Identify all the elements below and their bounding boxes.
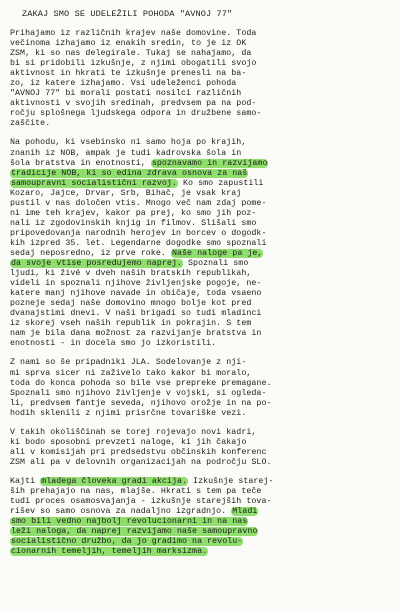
- text-line: [10, 169, 390, 179]
- text-line: [10, 138, 390, 148]
- text-segment: znanih iz NOB, ampak je tudi kadrovska šola in: [10, 148, 242, 158]
- text-segment: pustil v nas določen vtis. Mnogo več nam zdaj pome-: [10, 198, 267, 208]
- text-segment: Kajti: [10, 476, 41, 486]
- text-segment: videli in spoznali njihove življenjske pogoje, ne-: [10, 279, 262, 289]
- paragraph: [10, 138, 390, 349]
- text-line: [10, 527, 390, 537]
- text-line: [10, 477, 390, 487]
- text-line: [10, 399, 390, 409]
- text-line: [10, 358, 390, 368]
- text-line: [10, 99, 390, 109]
- text-line: [10, 389, 390, 399]
- paragraph: [10, 358, 390, 418]
- highlighted-text: cionarnih temeljih, temeljih marksizma.: [11, 547, 208, 557]
- text-line: [10, 487, 390, 497]
- text-segment: tudi proces osamosvajanja - izkušnje starejših tova-: [10, 497, 272, 507]
- text-segment: bi si pridobili izkušnje, z njimi obogatili svojo: [10, 59, 257, 69]
- text-line: [10, 438, 390, 448]
- text-line: [10, 49, 390, 59]
- highlighted-text: Mladi: [232, 507, 258, 517]
- text-line: [10, 229, 390, 239]
- text-line: [10, 219, 390, 229]
- text-line: [10, 369, 390, 379]
- text-line: [10, 179, 390, 189]
- text-segment: ših prehajajo na nas, mlajše. Hkrati s tem pa teče: [10, 486, 262, 496]
- text-line: [10, 497, 390, 507]
- text-line: [10, 448, 390, 458]
- text-line: [10, 319, 390, 329]
- text-segment: šola bratstva in enotnosti,: [10, 158, 151, 168]
- text-line: [10, 39, 390, 49]
- text-line: [10, 537, 390, 547]
- text-segment: sedaj neposredno, iz prve roke.: [10, 248, 171, 258]
- text-segment: pozneje sedaj naše domovino mnogo bolje kot pred: [10, 299, 252, 309]
- text-segment: aktivnosti v svojih sredinah, predvsem pa na pod-: [10, 99, 257, 109]
- text-segment: nali iz zgodovinskih knjig in filmov. Slišali smo: [10, 218, 257, 228]
- text-segment: ročju splošnega ljudskega odpora in družbene samo-: [10, 109, 262, 119]
- text-line: [10, 379, 390, 389]
- text-line: [10, 69, 390, 79]
- highlighted-text: smo bili vedno najbolj revolucionarni in na nas: [11, 517, 248, 527]
- text-line: [10, 119, 390, 129]
- text-segment: pripovedovanja narodnih herojev in borcev o dogodk-: [10, 228, 267, 238]
- text-line: [10, 59, 390, 69]
- text-segment: Spoznali smo: [182, 259, 249, 269]
- text-segment: zaščite.: [10, 119, 51, 129]
- text-line: [10, 309, 390, 319]
- highlighted-text: tradicije NOB, ki so edina zdrava osnova za naš: [11, 168, 248, 178]
- text-segment: Kozaro, Jajce, Drvar, Srb, Bihač, je vsak kraj: [10, 188, 242, 198]
- text-segment: ljudi, ki živé v dveh naših bratskih republikah,: [10, 269, 252, 279]
- text-segment: večinoma izhajamo iz enakih sredin, to je iz OK: [10, 39, 247, 49]
- highlighted-text: samoupravni socialistični razvoj.: [11, 178, 177, 188]
- text-line: [10, 259, 390, 269]
- text-segment: toda do konca pohoda so bile vse prepreke premagane.: [10, 378, 272, 388]
- text-segment: ZSM, ki so nas delegirale. Tukaj se nahajamo, da: [10, 49, 252, 59]
- document-title: ZAKAJ SMO SE UDELEŽILI POHODA "AVNOJ 77": [22, 9, 233, 19]
- text-line: [10, 279, 390, 289]
- highlighted-text: leži naloga, da naprej razvijamo naše samoupravno: [11, 527, 258, 537]
- text-line: [10, 249, 390, 259]
- text-segment: Ko smo zapustili: [177, 178, 264, 188]
- text-segment: Z nami so še pripadniki JLA. Sodelovanje z nji-: [10, 358, 247, 368]
- text-line: [10, 149, 390, 159]
- highlighted-text: socialistično družbo, da jo gradimo na revolu-: [11, 537, 243, 547]
- text-line: [10, 109, 390, 119]
- text-segment: li, predvsem fantje seveda, njihovo orožje in na po-: [10, 398, 272, 408]
- text-line: [10, 209, 390, 219]
- text-segment: hodih sklenili z njimi prisrčne tovariške vezi.: [10, 408, 247, 418]
- text-segment: "AVNOJ 77" bi morali postati nosilci različnih: [10, 89, 242, 99]
- text-segment: aktivnost in hkrati te izkušnje prenesli na ba-: [10, 69, 247, 79]
- text-line: [10, 29, 390, 39]
- highlighted-text: spoznavamo in razvijamo: [151, 158, 268, 168]
- text-segment: ZSM ali pa v delovnih organizacijah na področju SLO.: [10, 457, 272, 467]
- text-segment: V takih okoliščinah se torej rojevajo novi kadri,: [10, 427, 257, 437]
- text-segment: Spoznali smo njihovo življenje v vojski, si ogleda-: [10, 388, 267, 398]
- text-segment: nam je bila dana možnost za razvijanje bratstva in: [10, 329, 262, 339]
- text-line: [10, 269, 390, 279]
- text-segment: rišev so samo osnova za nadaljno izgradnjo.: [10, 507, 232, 517]
- text-segment: zo, iz katere izhajamo. Vsi udeleženci pohoda: [10, 79, 237, 89]
- text-segment: ki bodo sposobni prevzeti naloge, ki jih čakajo: [10, 437, 247, 447]
- text-segment: ni ime teh krajev, kakor pa prej, ko smo jih poz-: [10, 208, 257, 218]
- highlighted-text: Naše naloge pa je,: [171, 248, 263, 258]
- text-line: [10, 428, 390, 438]
- text-segment: Na pohodu, ki vsebinsko ni samo hoja po krajih,: [10, 138, 247, 148]
- text-segment: enotnosti - in docela smo jo izkoristili.: [10, 339, 217, 349]
- text-line: [10, 458, 390, 468]
- text-line: [10, 79, 390, 89]
- text-segment: katere manj njihove navade in običaje, toda vsaeno: [10, 289, 262, 299]
- text-segment: Izkušnje starej-: [188, 476, 274, 486]
- highlighted-text: da svoje vtise posredujemo naprej.: [11, 259, 182, 269]
- text-line: [10, 517, 390, 527]
- text-line: [10, 239, 390, 249]
- text-line: [10, 289, 390, 299]
- text-segment: kih izpred 35. let. Legendarne dogodke smo spoznali: [10, 238, 267, 248]
- text-line: [10, 299, 390, 309]
- text-line: [10, 547, 390, 557]
- text-segment: iz skorej vseh naših republik in pokrajin. S tem: [10, 319, 252, 329]
- text-segment: dvanajstimi dnevi. V naši brigadi so tudi mladinci: [10, 309, 262, 319]
- text-line: [10, 339, 390, 349]
- text-segment: mi sprva sicer ni zaživelo tako kakor bi moralo,: [10, 368, 252, 378]
- paragraph: [10, 477, 390, 557]
- text-line: [10, 507, 390, 517]
- text-line: [10, 329, 390, 339]
- text-segment: ali v komisijah pri predsedstvu občinskih konferenc: [10, 447, 267, 457]
- document-body: [10, 29, 390, 557]
- text-segment: Prihajamo iz različnih krajev naše domovine. Toda: [10, 29, 257, 38]
- paragraph: [10, 29, 390, 129]
- highlighted-text: mladega človeka gradi akcija.: [41, 476, 188, 486]
- text-line: [10, 159, 390, 169]
- text-line: [10, 189, 390, 199]
- text-line: [10, 89, 390, 99]
- text-line: [10, 199, 390, 209]
- paragraph: [10, 428, 390, 468]
- text-line: [10, 409, 390, 419]
